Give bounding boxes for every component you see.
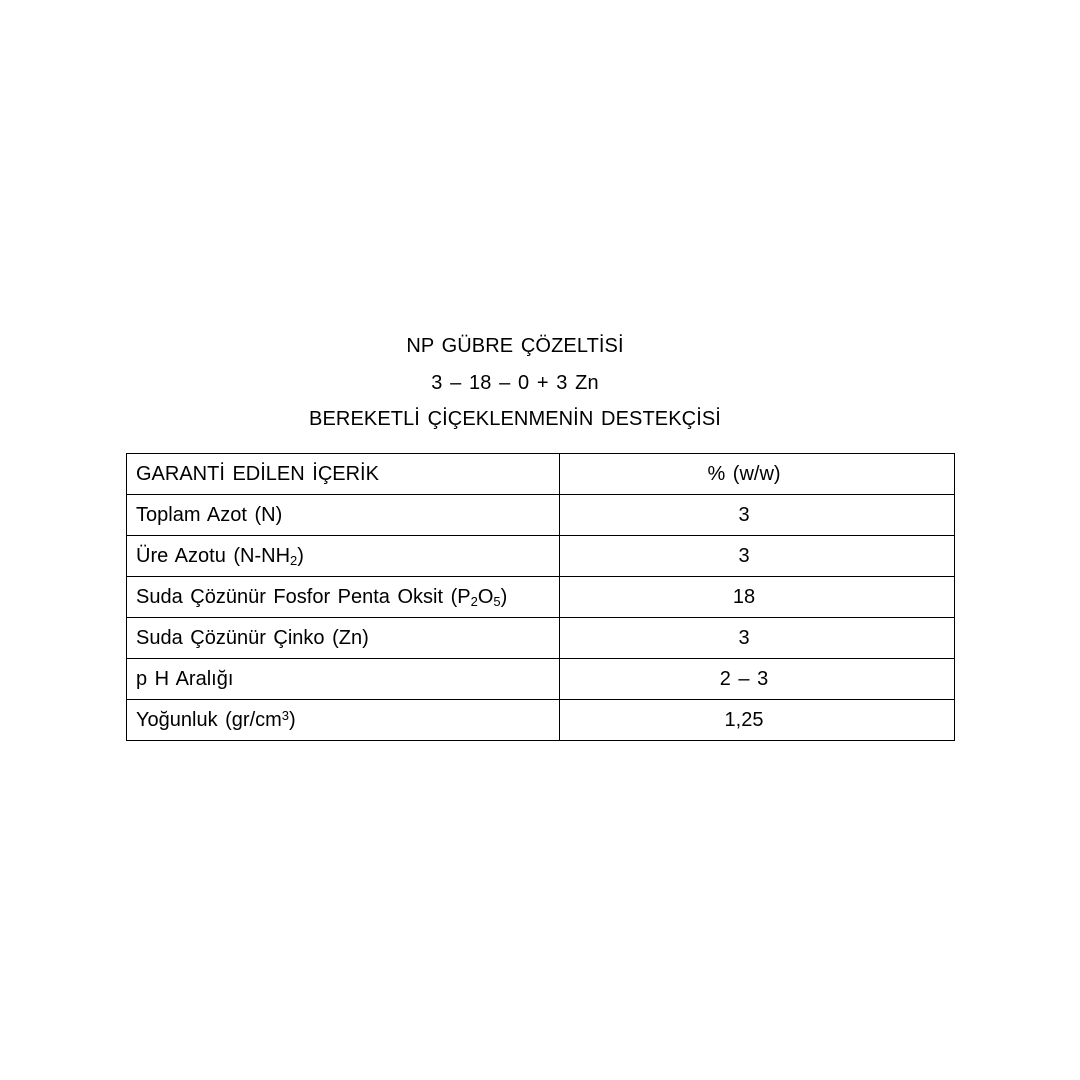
row-value-zinc: 3 [560, 618, 955, 659]
row-value-phosphorus-pentoxide: 18 [560, 577, 955, 618]
row-name-zinc: Suda Çözünür Çinko (Zn) [127, 618, 560, 659]
row-name-total-nitrogen: Toplam Azot (N) [127, 495, 560, 536]
row-name-ph-range: p H Aralığı [127, 659, 560, 700]
product-formula: 3 – 18 – 0 + 3 Zn [431, 372, 599, 394]
header-content: GARANTİ EDİLEN İÇERİK [127, 454, 560, 495]
product-title: NP GÜBRE ÇÖZELTİSİ [406, 335, 624, 357]
header-percent: % (w/w) [560, 454, 955, 495]
row-value-density: 1,25 [560, 700, 955, 741]
guaranteed-content-table [126, 453, 955, 741]
row-value-urea-nitrogen: 3 [560, 536, 955, 577]
table-header-row [127, 454, 955, 495]
table-row [127, 659, 955, 700]
row-name-phosphorus-pentoxide: Suda Çözünür Fosfor Penta Oksit $(P_2O_5)$ [127, 577, 560, 618]
table-row [127, 577, 955, 618]
table-row [127, 536, 955, 577]
table-row [127, 495, 955, 536]
row-value-total-nitrogen: 3 [560, 495, 955, 536]
row-name-urea-nitrogen: Üre Azotu $(N-NH_2)$ [127, 536, 560, 577]
table-row [127, 618, 955, 659]
row-value-ph-range: 2 – 3 [560, 659, 955, 700]
row-name-density: Yoğunluk $(gr/cm^3)$ [127, 700, 560, 741]
table-row [127, 700, 955, 741]
product-tagline: BEREKETLİ ÇİÇEKLENMENİN DESTEKÇİSİ [309, 408, 721, 430]
